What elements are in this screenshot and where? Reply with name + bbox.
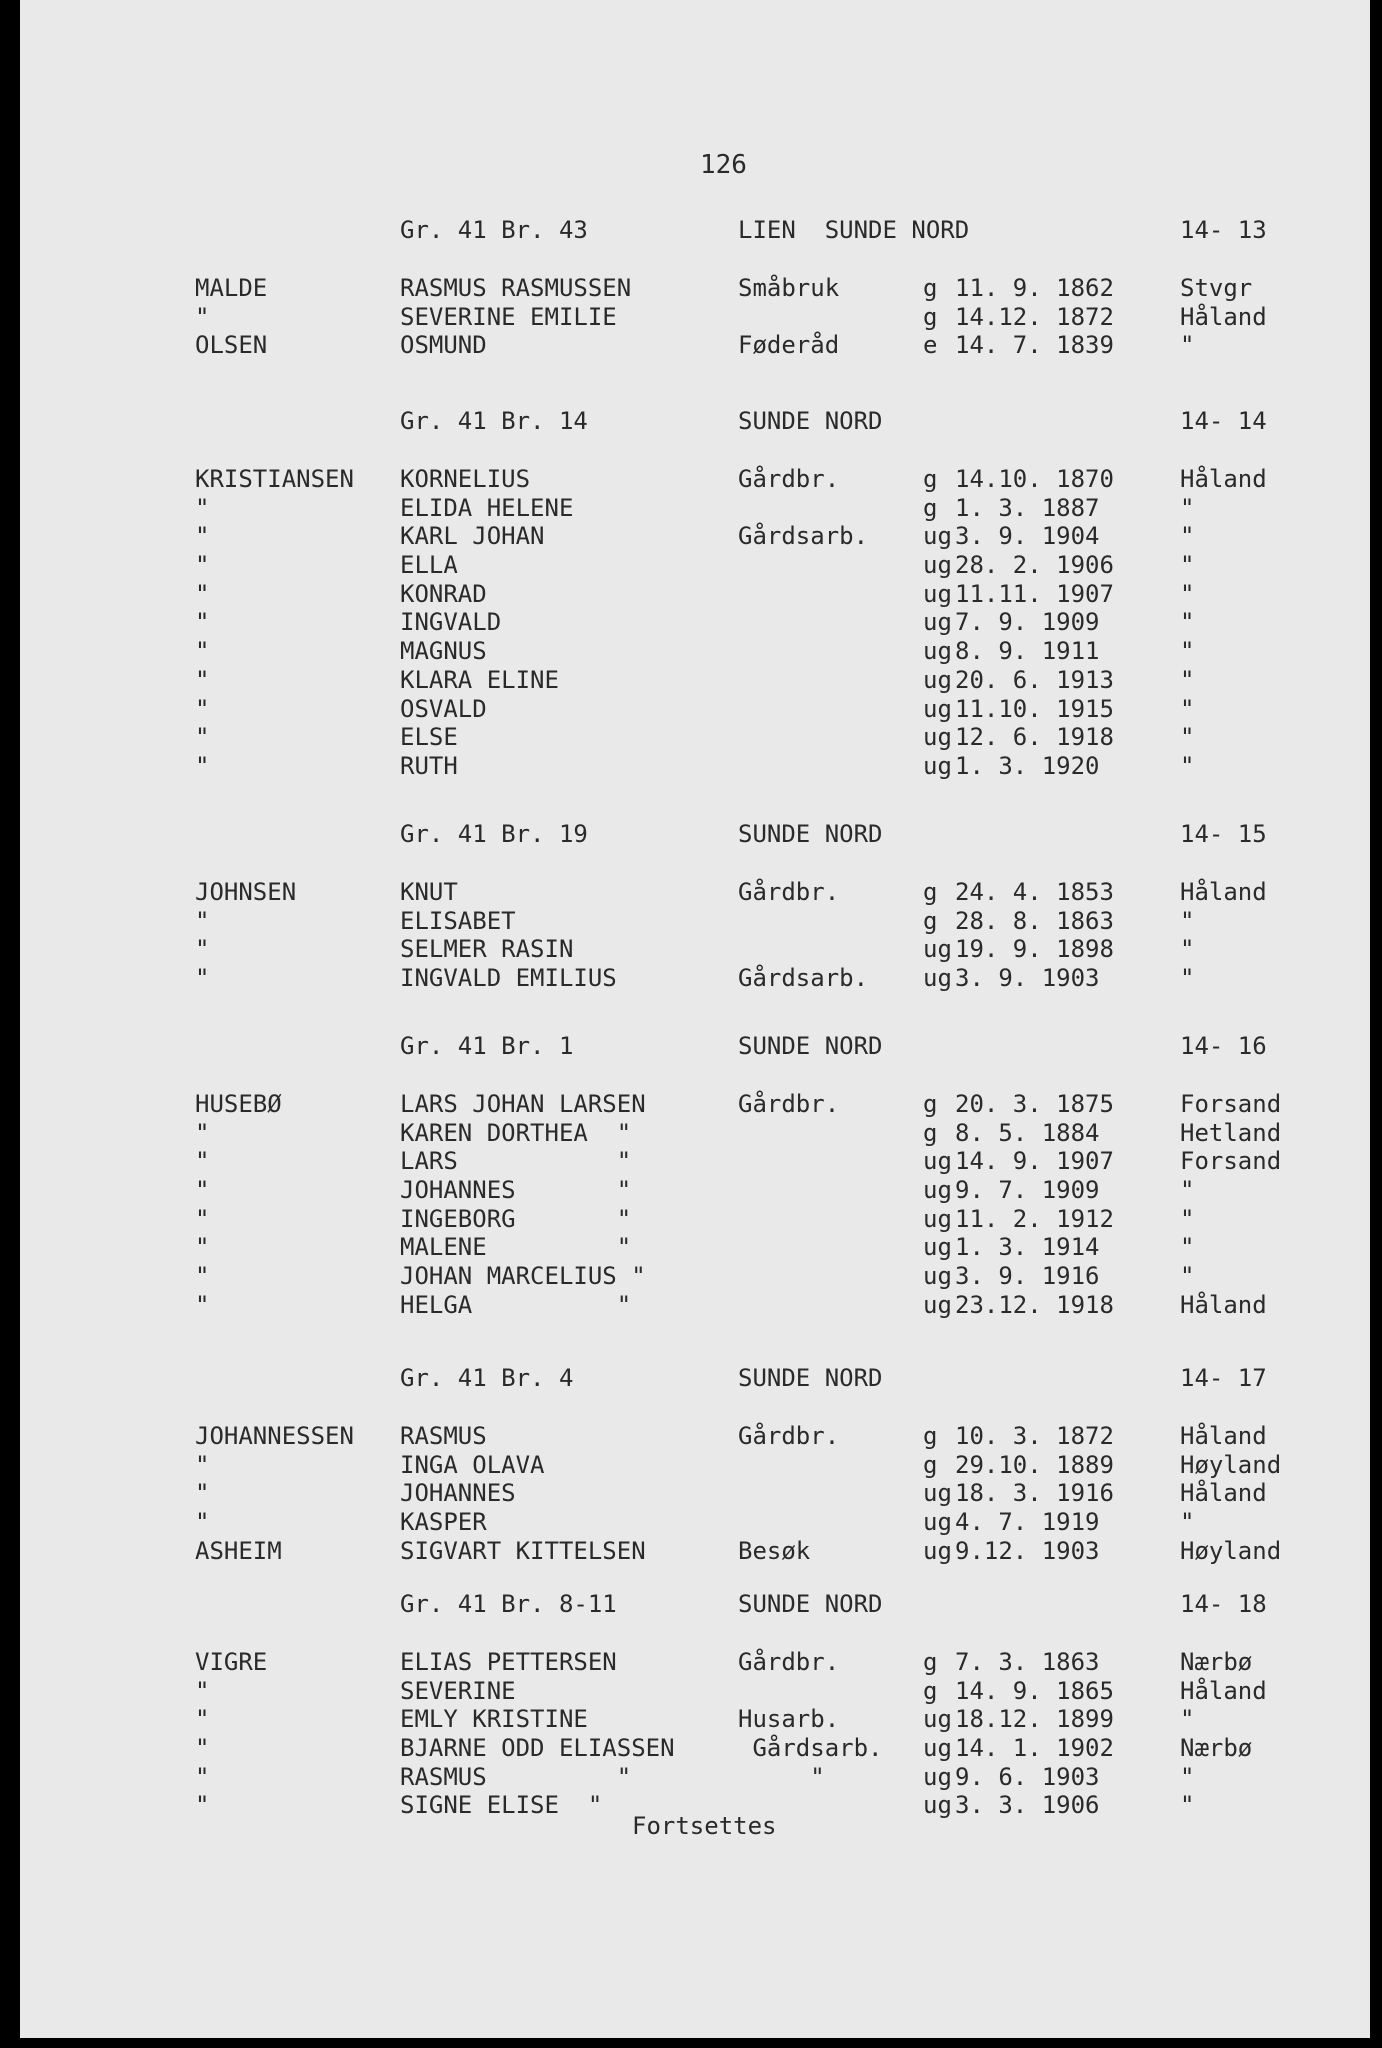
occupation: Besøk bbox=[738, 1536, 811, 1565]
given-name: SEVERINE bbox=[400, 1676, 516, 1705]
person-row bbox=[20, 331, 1370, 360]
birth-date: 18. 3. 1916 bbox=[955, 1479, 1114, 1508]
section-header bbox=[20, 407, 1370, 465]
given-name: OSMUND bbox=[400, 331, 487, 360]
given-name: KASPER bbox=[400, 1508, 487, 1537]
surname: MALDE bbox=[195, 274, 268, 302]
farm-name: SUNDE NORD bbox=[738, 407, 883, 435]
household-section bbox=[20, 1032, 1370, 1320]
document-page bbox=[20, 0, 1370, 2038]
marital-status: ug bbox=[923, 1176, 952, 1205]
person-row bbox=[20, 494, 1370, 523]
occupation: Gårdbr. bbox=[738, 1090, 840, 1118]
surname: " bbox=[195, 522, 210, 551]
surname: " bbox=[195, 1705, 210, 1734]
marital-status: ug bbox=[923, 1705, 952, 1734]
person-row bbox=[20, 752, 1370, 781]
birth-place: " bbox=[1180, 1204, 1195, 1233]
given-name: RASMUS RASMUSSEN bbox=[400, 274, 632, 302]
occupation: Gårdsarb. bbox=[738, 964, 869, 993]
section-header bbox=[20, 1590, 1370, 1648]
person-row bbox=[20, 1205, 1370, 1234]
birth-date: 20. 6. 1913 bbox=[955, 665, 1114, 694]
surname: HUSEBØ bbox=[195, 1090, 282, 1118]
property-number: Gr. 41 Br. 14 bbox=[400, 407, 588, 435]
birth-date: 7. 9. 1909 bbox=[955, 608, 1100, 637]
marital-status: g bbox=[923, 1676, 938, 1705]
birth-place: Håland bbox=[1180, 1290, 1267, 1319]
birth-date: 3. 9. 1903 bbox=[955, 964, 1100, 993]
birth-date: 12. 6. 1918 bbox=[955, 723, 1114, 752]
person-row bbox=[20, 1648, 1370, 1677]
given-name: JOHANNES bbox=[400, 1479, 516, 1508]
given-name: BJARNE ODD ELIASSEN bbox=[400, 1734, 675, 1763]
person-row bbox=[20, 1763, 1370, 1792]
section-code: 14- 17 bbox=[1180, 1364, 1267, 1392]
surname: " bbox=[195, 1262, 210, 1291]
surname: " bbox=[195, 1734, 210, 1763]
given-name: ELIDA HELENE bbox=[400, 493, 574, 522]
surname: " bbox=[195, 665, 210, 694]
section-header bbox=[20, 216, 1370, 274]
surname: " bbox=[195, 964, 210, 993]
person-list bbox=[20, 878, 1370, 993]
farm-name: SUNDE NORD bbox=[738, 820, 883, 848]
person-row bbox=[20, 1119, 1370, 1148]
person-row bbox=[20, 935, 1370, 964]
birth-date: 14. 9. 1907 bbox=[955, 1147, 1114, 1176]
farm-name: LIEN SUNDE NORD bbox=[738, 216, 970, 244]
given-name: LARS JOHAN LARSEN bbox=[400, 1090, 646, 1118]
birth-date: 20. 3. 1875 bbox=[955, 1090, 1114, 1118]
marital-status: ug bbox=[923, 1508, 952, 1537]
birth-date: 14. 7. 1839 bbox=[955, 331, 1114, 360]
given-name: SIGNE ELISE " bbox=[400, 1791, 603, 1820]
birth-date: 10. 3. 1872 bbox=[955, 1422, 1114, 1450]
birth-place: " bbox=[1180, 1762, 1195, 1791]
occupation: Gårdbr. bbox=[738, 1422, 840, 1450]
marital-status: g bbox=[923, 1090, 938, 1118]
surname: JOHANNESSEN bbox=[195, 1422, 354, 1450]
birth-date: 11.11. 1907 bbox=[955, 579, 1114, 608]
occupation: Husarb. bbox=[738, 1705, 840, 1734]
birth-date: 24. 4. 1853 bbox=[955, 878, 1114, 906]
household-section bbox=[20, 1590, 1370, 1820]
surname: " bbox=[195, 1450, 210, 1479]
marital-status: ug bbox=[923, 723, 952, 752]
surname: " bbox=[195, 694, 210, 723]
marital-status: e bbox=[923, 331, 938, 360]
person-list bbox=[20, 1422, 1370, 1565]
birth-date: 1. 3. 1887 bbox=[955, 493, 1100, 522]
marital-status: ug bbox=[923, 1262, 952, 1291]
marital-status: ug bbox=[923, 637, 952, 666]
marital-status: g bbox=[923, 1422, 938, 1450]
surname: " bbox=[195, 935, 210, 964]
person-row bbox=[20, 465, 1370, 494]
given-name: SIGVART KITTELSEN bbox=[400, 1536, 646, 1565]
birth-place: " bbox=[1180, 493, 1195, 522]
person-row bbox=[20, 522, 1370, 551]
person-row bbox=[20, 1677, 1370, 1706]
surname: " bbox=[195, 906, 210, 935]
occupation: Småbruk bbox=[738, 274, 840, 302]
person-row bbox=[20, 1422, 1370, 1451]
person-list bbox=[20, 1090, 1370, 1320]
marital-status: g bbox=[923, 1118, 938, 1147]
birth-date: 9.12. 1903 bbox=[955, 1536, 1100, 1565]
section-header bbox=[20, 820, 1370, 878]
birth-place: " bbox=[1180, 637, 1195, 666]
birth-place: Nærbø bbox=[1180, 1734, 1253, 1763]
person-row bbox=[20, 1147, 1370, 1176]
birth-place: " bbox=[1180, 723, 1195, 752]
birth-place: " bbox=[1180, 1508, 1195, 1537]
surname: " bbox=[195, 551, 210, 580]
surname: " bbox=[195, 1479, 210, 1508]
birth-date: 9. 6. 1903 bbox=[955, 1762, 1100, 1791]
given-name: KORNELIUS bbox=[400, 465, 531, 493]
birth-place: Forsand bbox=[1180, 1147, 1282, 1176]
person-row bbox=[20, 1090, 1370, 1119]
birth-date: 9. 7. 1909 bbox=[955, 1176, 1100, 1205]
person-row bbox=[20, 1508, 1370, 1537]
occupation: Gårdbr. bbox=[738, 878, 840, 906]
surname: " bbox=[195, 493, 210, 522]
marital-status: g bbox=[923, 906, 938, 935]
page-number: 126 bbox=[700, 150, 747, 180]
person-row bbox=[20, 1734, 1370, 1763]
birth-date: 3. 9. 1916 bbox=[955, 1262, 1100, 1291]
section-code: 14- 15 bbox=[1180, 820, 1267, 848]
birth-date: 11. 9. 1862 bbox=[955, 274, 1114, 302]
birth-place: Håland bbox=[1180, 878, 1267, 906]
marital-status: ug bbox=[923, 1536, 952, 1565]
birth-place: " bbox=[1180, 1176, 1195, 1205]
occupation: Gårdbr. bbox=[738, 465, 840, 493]
person-row bbox=[20, 1233, 1370, 1262]
birth-date: 19. 9. 1898 bbox=[955, 935, 1114, 964]
person-row bbox=[20, 274, 1370, 303]
birth-place: Hetland bbox=[1180, 1118, 1282, 1147]
birth-place: " bbox=[1180, 964, 1195, 993]
person-list bbox=[20, 1648, 1370, 1820]
given-name: RASMUS bbox=[400, 1422, 487, 1450]
household-section bbox=[20, 820, 1370, 993]
birth-place: Håland bbox=[1180, 1676, 1267, 1705]
given-name: INGEBORG " bbox=[400, 1204, 632, 1233]
person-row bbox=[20, 580, 1370, 609]
person-row bbox=[20, 695, 1370, 724]
occupation: Gårdbr. bbox=[738, 1648, 840, 1676]
person-row bbox=[20, 637, 1370, 666]
birth-place: " bbox=[1180, 1233, 1195, 1262]
birth-date: 3. 3. 1906 bbox=[955, 1791, 1100, 1820]
given-name: SEVERINE EMILIE bbox=[400, 302, 617, 331]
property-number: Gr. 41 Br. 4 bbox=[400, 1364, 574, 1392]
household-section bbox=[20, 407, 1370, 781]
person-row bbox=[20, 551, 1370, 580]
surname: " bbox=[195, 302, 210, 331]
birth-date: 11.10. 1915 bbox=[955, 694, 1114, 723]
birth-place: " bbox=[1180, 935, 1195, 964]
surname: " bbox=[195, 1508, 210, 1537]
surname: " bbox=[195, 1204, 210, 1233]
given-name: RUTH bbox=[400, 751, 458, 780]
birth-date: 3. 9. 1904 bbox=[955, 522, 1100, 551]
person-row bbox=[20, 723, 1370, 752]
surname: " bbox=[195, 637, 210, 666]
birth-date: 14. 9. 1865 bbox=[955, 1676, 1114, 1705]
property-number: Gr. 41 Br. 43 bbox=[400, 216, 588, 244]
marital-status: ug bbox=[923, 608, 952, 637]
birth-place: " bbox=[1180, 1262, 1195, 1291]
property-number: Gr. 41 Br. 8-11 bbox=[400, 1590, 617, 1618]
given-name: ELLA bbox=[400, 551, 458, 580]
birth-date: 23.12. 1918 bbox=[955, 1290, 1114, 1319]
birth-place: " bbox=[1180, 694, 1195, 723]
birth-place: Håland bbox=[1180, 1479, 1267, 1508]
person-row bbox=[20, 1537, 1370, 1566]
birth-date: 14.12. 1872 bbox=[955, 302, 1114, 331]
given-name: ELIAS PETTERSEN bbox=[400, 1648, 617, 1676]
given-name: RASMUS " bbox=[400, 1762, 632, 1791]
person-row bbox=[20, 1479, 1370, 1508]
surname: ASHEIM bbox=[195, 1536, 282, 1565]
surname: KRISTIANSEN bbox=[195, 465, 354, 493]
marital-status: ug bbox=[923, 751, 952, 780]
marital-status: g bbox=[923, 1450, 938, 1479]
birth-date: 1. 3. 1920 bbox=[955, 751, 1100, 780]
farm-name: SUNDE NORD bbox=[738, 1032, 883, 1060]
given-name: INGVALD bbox=[400, 608, 502, 637]
marital-status: ug bbox=[923, 1290, 952, 1319]
marital-status: ug bbox=[923, 1479, 952, 1508]
given-name: ELISABET bbox=[400, 906, 516, 935]
section-code: 14- 18 bbox=[1180, 1590, 1267, 1618]
marital-status: g bbox=[923, 465, 938, 493]
given-name: HELGA " bbox=[400, 1290, 632, 1319]
marital-status: ug bbox=[923, 1233, 952, 1262]
marital-status: ug bbox=[923, 522, 952, 551]
marital-status: ug bbox=[923, 964, 952, 993]
birth-place: Håland bbox=[1180, 465, 1267, 493]
birth-place: " bbox=[1180, 1705, 1195, 1734]
surname: " bbox=[195, 1791, 210, 1820]
surname: OLSEN bbox=[195, 331, 268, 360]
surname: " bbox=[195, 1118, 210, 1147]
birth-date: 18.12. 1899 bbox=[955, 1705, 1114, 1734]
given-name: ELSE bbox=[400, 723, 458, 752]
given-name: INGA OLAVA bbox=[400, 1450, 545, 1479]
birth-place: " bbox=[1180, 331, 1195, 360]
birth-date: 29.10. 1889 bbox=[955, 1450, 1114, 1479]
surname: " bbox=[195, 608, 210, 637]
surname: " bbox=[195, 1147, 210, 1176]
occupation: Føderåd bbox=[738, 331, 840, 360]
surname: " bbox=[195, 1290, 210, 1319]
person-row bbox=[20, 907, 1370, 936]
given-name: KNUT bbox=[400, 878, 458, 906]
birth-place: Høyland bbox=[1180, 1450, 1282, 1479]
marital-status: ug bbox=[923, 1791, 952, 1820]
birth-date: 8. 5. 1884 bbox=[955, 1118, 1100, 1147]
given-name: KARL JOHAN bbox=[400, 522, 545, 551]
marital-status: ug bbox=[923, 694, 952, 723]
person-row bbox=[20, 1176, 1370, 1205]
person-row bbox=[20, 666, 1370, 695]
given-name: INGVALD EMILIUS bbox=[400, 964, 617, 993]
given-name: MALENE " bbox=[400, 1233, 632, 1262]
person-row bbox=[20, 1262, 1370, 1291]
person-row bbox=[20, 964, 1370, 993]
farm-name: SUNDE NORD bbox=[738, 1590, 883, 1618]
surname: " bbox=[195, 723, 210, 752]
birth-place: " bbox=[1180, 751, 1195, 780]
person-row bbox=[20, 1291, 1370, 1320]
given-name: EMLY KRISTINE bbox=[400, 1705, 588, 1734]
person-row bbox=[20, 1451, 1370, 1480]
marital-status: g bbox=[923, 1648, 938, 1676]
marital-status: g bbox=[923, 493, 938, 522]
surname: " bbox=[195, 1176, 210, 1205]
section-header bbox=[20, 1032, 1370, 1090]
person-row bbox=[20, 303, 1370, 332]
marital-status: ug bbox=[923, 579, 952, 608]
birth-date: 7. 3. 1863 bbox=[955, 1648, 1100, 1676]
section-code: 14- 14 bbox=[1180, 407, 1267, 435]
property-number: Gr. 41 Br. 1 bbox=[400, 1032, 574, 1060]
marital-status: g bbox=[923, 302, 938, 331]
surname: " bbox=[195, 1233, 210, 1262]
given-name: MAGNUS bbox=[400, 637, 487, 666]
given-name: KONRAD bbox=[400, 579, 487, 608]
birth-date: 4. 7. 1919 bbox=[955, 1508, 1100, 1537]
birth-place: Håland bbox=[1180, 302, 1267, 331]
birth-place: " bbox=[1180, 579, 1195, 608]
person-row bbox=[20, 608, 1370, 637]
footer-note: Fortsettes bbox=[632, 1812, 777, 1840]
person-row bbox=[20, 878, 1370, 907]
marital-status: ug bbox=[923, 1762, 952, 1791]
surname: " bbox=[195, 1676, 210, 1705]
occupation: Gårdsarb. bbox=[738, 522, 869, 551]
birth-date: 14.10. 1870 bbox=[955, 465, 1114, 493]
marital-status: ug bbox=[923, 665, 952, 694]
marital-status: ug bbox=[923, 551, 952, 580]
section-code: 14- 13 bbox=[1180, 216, 1267, 244]
given-name: OSVALD bbox=[400, 694, 487, 723]
birth-place: " bbox=[1180, 906, 1195, 935]
surname: " bbox=[195, 751, 210, 780]
birth-place: Nærbø bbox=[1180, 1648, 1253, 1676]
person-list bbox=[20, 274, 1370, 360]
property-number: Gr. 41 Br. 19 bbox=[400, 820, 588, 848]
birth-place: " bbox=[1180, 551, 1195, 580]
surname: " bbox=[195, 579, 210, 608]
given-name: KLARA ELINE bbox=[400, 665, 559, 694]
birth-place: Stvgr bbox=[1180, 274, 1253, 302]
given-name: JOHANNES " bbox=[400, 1176, 632, 1205]
birth-place: Forsand bbox=[1180, 1090, 1282, 1118]
birth-date: 28. 8. 1863 bbox=[955, 906, 1114, 935]
marital-status: ug bbox=[923, 1204, 952, 1233]
surname: VIGRE bbox=[195, 1648, 268, 1676]
marital-status: ug bbox=[923, 1147, 952, 1176]
given-name: KAREN DORTHEA " bbox=[400, 1118, 632, 1147]
occupation: " bbox=[738, 1762, 825, 1791]
birth-place: " bbox=[1180, 522, 1195, 551]
marital-status: ug bbox=[923, 1734, 952, 1763]
person-row bbox=[20, 1705, 1370, 1734]
occupation: Gårdsarb. bbox=[738, 1734, 883, 1763]
birth-place: " bbox=[1180, 665, 1195, 694]
birth-date: 8. 9. 1911 bbox=[955, 637, 1100, 666]
birth-date: 11. 2. 1912 bbox=[955, 1204, 1114, 1233]
household-section bbox=[20, 1364, 1370, 1565]
birth-date: 14. 1. 1902 bbox=[955, 1734, 1114, 1763]
given-name: SELMER RASIN bbox=[400, 935, 574, 964]
person-list bbox=[20, 465, 1370, 781]
surname: JOHNSEN bbox=[195, 878, 297, 906]
birth-date: 1. 3. 1914 bbox=[955, 1233, 1100, 1262]
birth-place: Håland bbox=[1180, 1422, 1267, 1450]
section-header bbox=[20, 1364, 1370, 1422]
surname: " bbox=[195, 1762, 210, 1791]
given-name: JOHAN MARCELIUS " bbox=[400, 1262, 646, 1291]
farm-name: SUNDE NORD bbox=[738, 1364, 883, 1392]
birth-place: Høyland bbox=[1180, 1536, 1282, 1565]
marital-status: g bbox=[923, 274, 938, 302]
marital-status: ug bbox=[923, 935, 952, 964]
household-section bbox=[20, 216, 1370, 360]
section-code: 14- 16 bbox=[1180, 1032, 1267, 1060]
given-name: LARS " bbox=[400, 1147, 632, 1176]
birth-place: " bbox=[1180, 608, 1195, 637]
birth-date: 28. 2. 1906 bbox=[955, 551, 1114, 580]
marital-status: g bbox=[923, 878, 938, 906]
birth-place: " bbox=[1180, 1791, 1195, 1820]
